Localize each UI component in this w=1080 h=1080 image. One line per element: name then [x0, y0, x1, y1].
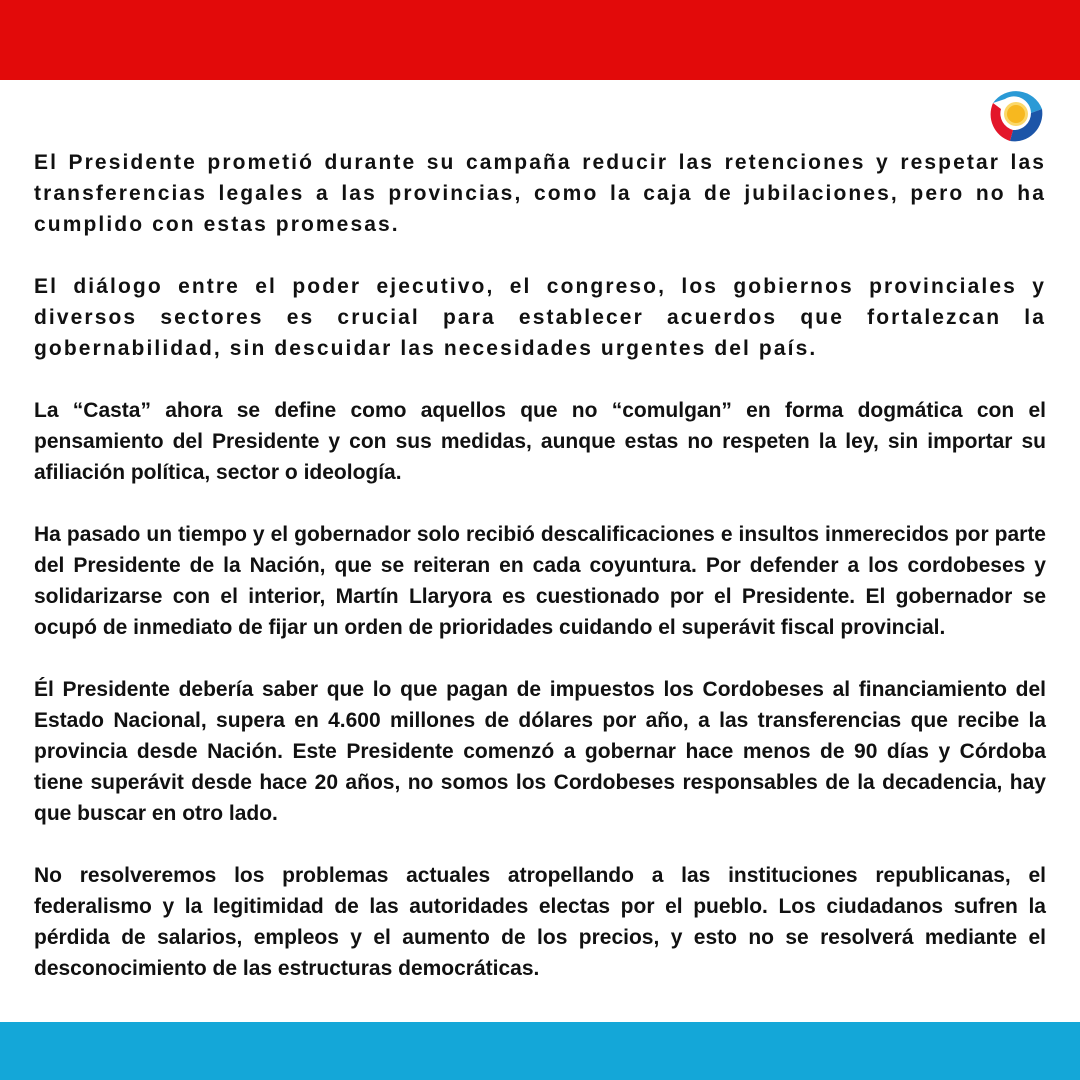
paragraph-governor: Ha pasado un tiempo y el gobernador solo recibió descalificaciones e insultos inmerecidos por parte del Presidente de la Nación, que se reiteran en cada coyuntura. Por defender a los cordobeses y solidarizarse con el interior, Martín Llaryora es cuestionado por el Presidente. El gobernador se ocupó de inmediato de fijar un orden de prioridades cuidando el superávit fiscal provincial. — [34, 523, 1046, 639]
paragraph-taxes: Él Presidente debería saber que lo que pagan de impuestos los Cordobeses al financiamiento del Estado Nacional, supera en 4.600 millones de dólares por año, a las transferencias que recibe la provincia desde Nación. Este Presidente comenzó a gobernar hace menos de 90 días y Córdoba tiene superávit desde hace 20 años, no somos los Cordobeses responsables de la decadencia, hay que buscar en otro lado. — [34, 678, 1046, 825]
statement-body — [34, 147, 1046, 1015]
logo-sun-icon — [1007, 105, 1025, 123]
paragraph-casta: La “Casta” ahora se define como aquellos que no “comulgan” en forma dogmática con el pensamiento del Presidente y con sus medidas, aunque estas no respeten la ley, sin importar su afiliación política, sector o ideología. — [34, 399, 1046, 484]
paragraph-campaign-promises: El Presidente prometió durante su campaña reducir las retenciones y respetar las transferencias legales a las provincias, como la caja de jubilaciones, pero no ha cumplido con estas promesas. — [34, 151, 1046, 236]
top-red-banner — [0, 0, 1080, 80]
logo-svg — [985, 83, 1045, 143]
cordoba-logo-icon — [985, 83, 1045, 143]
bottom-blue-banner — [0, 1022, 1080, 1080]
paragraph-institutions: No resolveremos los problemas actuales atropellando a las instituciones republicanas, el federalismo y la legitimidad de las autoridades electas por el pueblo. Los ciudadanos sufren la pérdida de salarios, empleos y el aumento de los precios, y esto no se resolverá mediante el desconocimiento de las estructuras democráticas. — [34, 864, 1046, 980]
paragraph-dialogue: El diálogo entre el poder ejecutivo, el congreso, los gobiernos provinciales y diversos sectores es crucial para establecer acuerdos que fortalezcan la gobernabilidad, sin descuidar las necesidades urgentes del país. — [34, 275, 1046, 360]
